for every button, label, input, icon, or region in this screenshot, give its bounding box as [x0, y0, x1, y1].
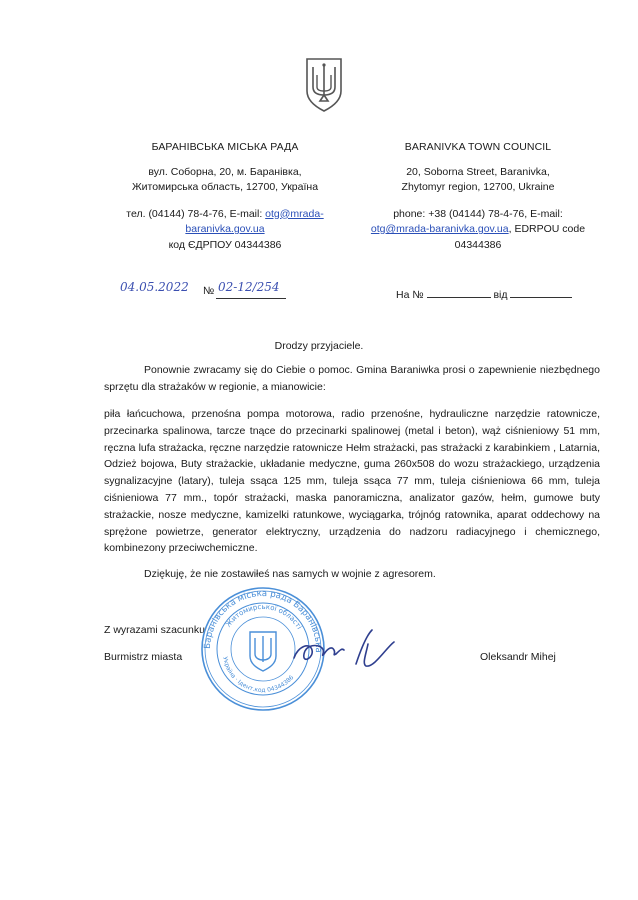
- closing-phrase: Z wyrazami szacunku: [104, 624, 205, 636]
- incoming-number-label: На №: [396, 289, 424, 301]
- stamp-outer-text: Баранівська міська рада Баранівська: [202, 588, 324, 653]
- edrpou-label-en: , EDRPOU code: [508, 223, 586, 235]
- address-line2-uk: Житомирська область, 12700, Україна: [131, 181, 319, 193]
- handwritten-date: 04.05.2022: [120, 280, 189, 294]
- address-line2-en: Zhytomyr region, 12700, Ukraine: [401, 181, 555, 193]
- email-link-en[interactable]: otg@mrada-baranivka.gov.ua: [370, 223, 509, 235]
- stamp-inner-text: Житомирської області: [224, 602, 304, 631]
- trident-emblem-icon: [304, 57, 344, 113]
- incoming-date-blank: [510, 287, 572, 298]
- signer-title: Burmistrz miasta: [104, 651, 183, 663]
- address-en: [366, 165, 590, 196]
- org-name-en: BARANIVKA TOWN COUNCIL: [404, 141, 552, 153]
- phone-uk: тел. (04144) 78-4-76, E-mail:: [126, 207, 266, 220]
- greeting: Drodzy przyjaciele.: [274, 340, 364, 352]
- phone-en: phone: +38 (04144) 78-4-76, E-mail:: [393, 207, 563, 220]
- edrpou-number-en: 04344386: [454, 238, 502, 251]
- header-ukrainian: [118, 140, 332, 253]
- contact-uk: [126, 208, 323, 251]
- body-paragraph-request: Ponownie zwracamy się do Ciebie o pomoc. Gmina Baraniwka prosi o zapewnienie niezbędnego sprzętu dla strażaków w regionie, a mianowicie:: [104, 364, 600, 393]
- stamp-trident-icon: [250, 632, 276, 671]
- incoming-date-label: від: [493, 289, 508, 301]
- address-line1-uk: вул. Соборна, 20, м. Баранівка,: [148, 165, 302, 178]
- handwritten-number: 02-12/254: [218, 280, 280, 294]
- org-name-uk: БАРАНІВСЬКА МІСЬКА РАДА: [151, 141, 299, 153]
- incoming-registration: [396, 287, 596, 301]
- number-label: №: [203, 285, 215, 297]
- body-paragraph-thanks: Dziękuję, że nie zostawiłeś nas samych w wojnie z agresorem.: [144, 568, 436, 580]
- contact-en: [371, 208, 585, 251]
- signer-name: Oleksandr Mihej: [480, 651, 556, 663]
- stamp-bottom-text: Україна · Ідент.код 04344386: [221, 656, 296, 695]
- email-link-uk[interactable]: otg@mrada-baranivka.gov.ua: [185, 207, 324, 235]
- handwritten-signature: [288, 624, 400, 670]
- incoming-number-blank: [427, 287, 491, 298]
- header-english: [366, 140, 590, 253]
- body-paragraph-equipment-list: piła łańcuchowa, przenośna pompa motorowa, radio przenośne, hydrauliczne narzędzie ratownicze, przecinarka spalinowa, tarcze tnące do przecinarki spalinowej (metal i beton), wąż ciśnieniowy 51 mm, ręczna lufa strażacka, ręczne narzędzie ratownicze Hełm strażacki, pas strażacki z karabinkiem , Latarnia, Odzież bojowa, Buty strażackie, układanie medyczne, guma 260x508 do wozu strażackiego, urządzenia sygnalizacyjne (latary), tuleja ssąca 125 mm, tuleja ssąca 77 mm, tuleja ciśnieniowa 66 mm, tuleja ciśnieniowa 77 mm., topór strażacki, maska panoramiczna, analizator gazów, hełm, gumowe buty strażackie, nosze medyczne, kamizelki ratunkowe, wyciągarka, trójnóg ratownika, aparat oddechowy na sprężone powietrze, generator elektryczny, urządzenia do nadzoru radiacyjnego i chemicznego, kombinezony przeciwchemiczne.: [104, 408, 600, 555]
- address-line1-en: 20, Soborna Street, Baranivka,: [406, 165, 550, 178]
- edrpou-code-uk: код ЄДРПОУ 04344386: [168, 238, 282, 251]
- number-underline: [216, 298, 286, 299]
- address-uk: [118, 165, 332, 196]
- outgoing-registration: [120, 280, 320, 302]
